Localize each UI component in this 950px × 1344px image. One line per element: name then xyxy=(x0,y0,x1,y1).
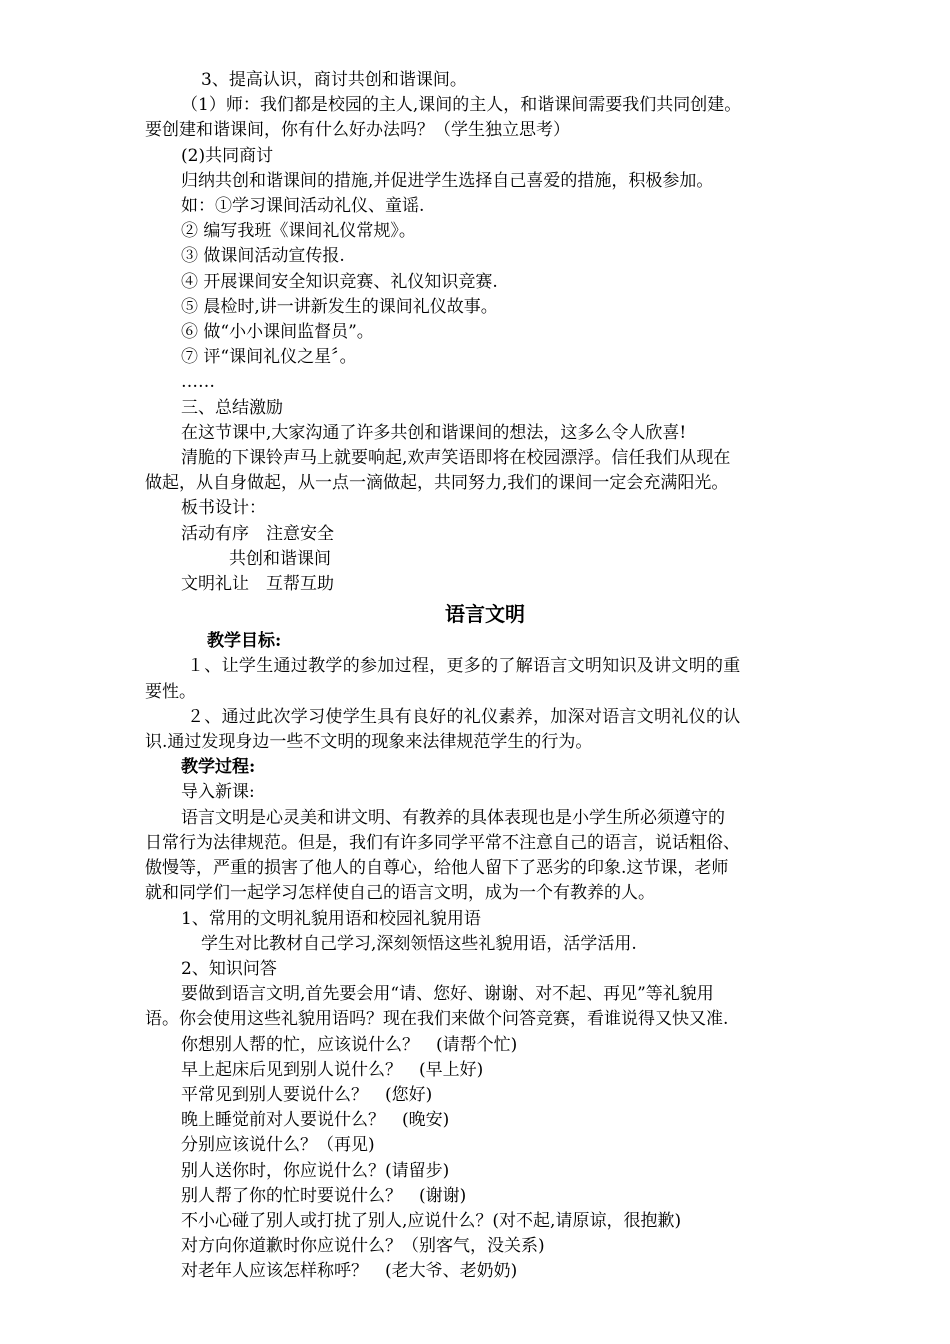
paragraph-line: (2)共同商讨 xyxy=(181,145,274,166)
paragraph-line: 要性。 xyxy=(145,681,196,702)
qa-line: 对老年人应该怎样称呼？ (老大爷、老奶奶) xyxy=(181,1261,518,1282)
qa-line: 对方向你道歉时你应说什么？（别客气，没关系) xyxy=(181,1236,545,1257)
blackboard-line: 文明礼让 互帮互助 xyxy=(181,574,334,595)
paragraph-line: 要创建和谐课间，你有什么好办法吗？（学生独立思考） xyxy=(145,120,570,141)
blackboard-heading: 板书设计： xyxy=(181,498,266,519)
paragraph-line: 语言文明是心灵美和讲文明、有教养的具体表现也是小学生所必须遵守的 xyxy=(181,807,725,828)
list-item: 如：①学习课间活动礼仪、童谣. xyxy=(181,196,425,217)
qa-line: 早上起床后见到别人说什么？ (早上好) xyxy=(181,1059,484,1080)
list-item: ② 编写我班《课间礼仪常规》。 xyxy=(181,221,416,242)
ellipsis-line: …… xyxy=(181,372,215,393)
qa-line: 分别应该说什么？（再见) xyxy=(181,1135,375,1156)
paragraph-line: 要做到语言文明,首先要会用“请、您好、谢谢、对不起、再见”等礼貌用 xyxy=(181,984,714,1005)
list-item: ⑥ 做“小小课间监督员”。 xyxy=(181,322,374,343)
paragraph-line: （1）师：我们都是校园的主人,课间的主人，和谐课间需要我们共同创建。 xyxy=(181,95,742,116)
qa-line: 别人送你时，你应说什么？(请留步) xyxy=(181,1160,450,1181)
paragraph-line: 导入新课: xyxy=(181,782,255,803)
section-heading: 三、总结激励 xyxy=(181,397,283,418)
qa-line: 平常见到别人要说什么？ (您好) xyxy=(181,1084,433,1105)
paragraph-line: 学生对比教材自己学习,深刻领悟这些礼貌用语，活学活用. xyxy=(201,933,637,954)
paragraph-line: 清脆的下课铃声马上就要响起,欢声笑语即将在校园漂浮。信任我们从现在 xyxy=(181,448,731,469)
qa-line: 你想别人帮的忙，应该说什么？ (请帮个忙) xyxy=(181,1034,518,1055)
list-item: ⑦ 评“课间礼仪之星〞。 xyxy=(181,347,357,368)
section-title: 语言文明 xyxy=(445,602,525,627)
paragraph-line: 3、提高认识，商讨共创和谐课间。 xyxy=(201,70,467,90)
list-item: ⑤ 晨检时,讲一讲新发生的课间礼仪故事。 xyxy=(181,296,498,317)
paragraph-line: ２、通过此次学习使学生具有良好的礼仪素养，加深对语言文明礼仪的认 xyxy=(187,706,741,727)
paragraph-line: 识.通过发现身边一些不文明的现象来法律规范学生的行为。 xyxy=(145,732,593,753)
paragraph-line: 就和同学们一起学习怎样使自己的语言文明，成为一个有教养的人。 xyxy=(145,883,655,904)
paragraph-line: 1、常用的文明礼貌用语和校园礼貌用语 xyxy=(181,908,481,929)
blackboard-line: 活动有序 注意安全 xyxy=(181,523,334,544)
goals-heading: 教学目标: xyxy=(207,631,282,652)
blackboard-line: 共创和谐课间 xyxy=(229,548,331,569)
paragraph-line: 在这节课中,大家沟通了许多共创和谐课间的想法，这多么令人欣喜! xyxy=(181,422,687,443)
paragraph-line: 傲慢等，严重的损害了他人的自尊心，给他人留下了恶劣的印象.这节课，老师 xyxy=(145,858,729,879)
document-body xyxy=(145,68,825,1285)
paragraph-line: 归纳共创和谐课间的措施,并促进学生选择自己喜爱的措施，积极参加。 xyxy=(181,170,714,191)
qa-line: 晚上睡觉前对人要说什么？ (晚安) xyxy=(181,1110,450,1131)
process-heading: 教学过程: xyxy=(181,757,256,778)
qa-line: 别人帮了你的忙时要说什么？ (谢谢) xyxy=(181,1185,467,1206)
qa-line: 不小心碰了别人或打扰了别人,应说什么？(对不起,请原谅，很抱歉) xyxy=(181,1210,682,1231)
paragraph-line: 日常行为法律规范。但是，我们有许多同学平常不注意自己的语言，说话粗俗、 xyxy=(145,832,740,853)
paragraph-line: 2、知识问答 xyxy=(181,958,277,979)
list-item: ③ 做课间活动宣传报. xyxy=(181,246,345,267)
list-item: ④ 开展课间安全知识竞赛、礼仪知识竞赛. xyxy=(181,271,498,292)
paragraph-line: 语。你会使用这些礼貌用语吗？现在我们来做个问答竞赛，看谁说得又快又准. xyxy=(145,1009,729,1030)
paragraph-line: １、让学生通过教学的参加过程，更多的了解语言文明知识及讲文明的重 xyxy=(187,656,741,677)
paragraph-line: 做起，从自身做起，从一点一滴做起，共同努力,我们的课间一定会充满阳光。 xyxy=(145,473,729,494)
